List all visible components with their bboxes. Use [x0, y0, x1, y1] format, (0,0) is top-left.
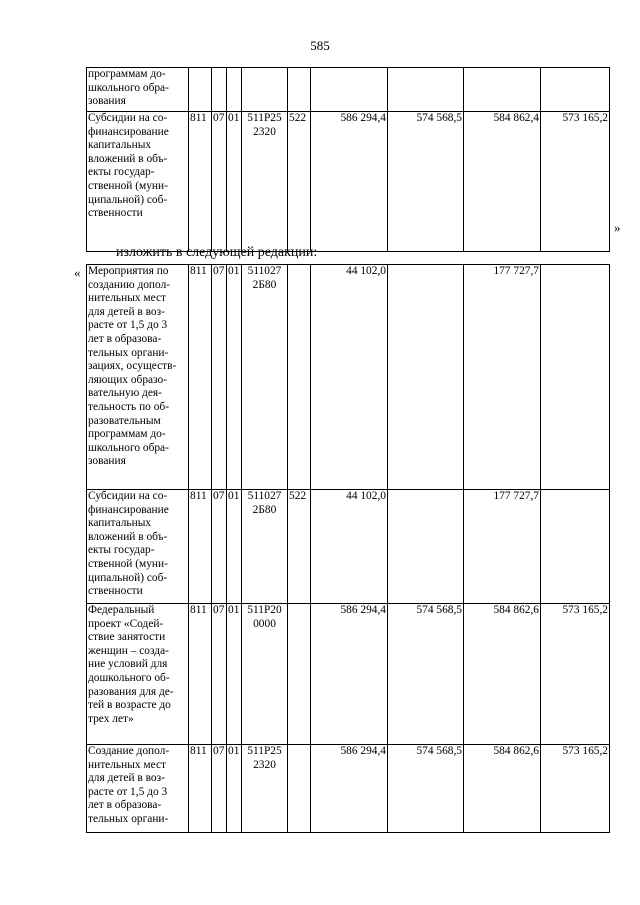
amount-cell-3: 584 862,4	[464, 112, 541, 252]
section-code-cell: 07	[212, 112, 227, 252]
amount-cell-3	[464, 68, 541, 112]
amount-cell-2	[388, 68, 464, 112]
amount-cell-1	[311, 68, 388, 112]
amount-cell-3: 584 862,6	[464, 745, 541, 833]
table-row	[87, 490, 610, 604]
amount-cell-3: 584 862,6	[464, 604, 541, 745]
ministry-code-cell: 811	[189, 745, 212, 833]
name-cell: Создание допол- нительных мест для детей в воз- расте от 1,5 до 3 лет в образова- тельных органи-	[87, 745, 189, 833]
ministry-code-cell: 811	[189, 265, 212, 490]
name-cell: Субсидии на со- финансирование капитальных вложений в объ- екты государ- ственной (муни- ципальной) соб- ственности	[87, 112, 189, 252]
amount-cell-4: 573 165,2	[541, 745, 610, 833]
expense-type-cell	[288, 68, 311, 112]
ministry-code-cell: 811	[189, 604, 212, 745]
amount-cell-2: 574 568,5	[388, 112, 464, 252]
page-number: 585	[310, 38, 330, 53]
ministry-code-cell	[189, 68, 212, 112]
expense-type-cell: 522	[288, 490, 311, 604]
amount-cell-2	[388, 490, 464, 604]
subsection-code-cell	[227, 68, 242, 112]
name-cell: Мероприятия по созданию допол- нительных мест для детей в воз- расте от 1,5 до 3 лет в образова- тельных органи- зациях, осуществ- ляющих образо- вательную дея- тельность по об- разовательным программам до- школьного обра- зования	[87, 265, 189, 490]
budget-table-top	[86, 67, 610, 252]
name-cell: Субсидии на со- финансирование капитальных вложений в объ- екты государ- ственной (муни- ципальной) соб- ственности	[87, 490, 189, 604]
expense-type-cell	[288, 265, 311, 490]
subsection-code-cell: 01	[227, 490, 242, 604]
amount-cell-1: 44 102,0	[311, 490, 388, 604]
expense-type-cell: 522	[288, 112, 311, 252]
target-code-cell: 511027 2Б80	[242, 490, 288, 604]
amount-cell-2: 574 568,5	[388, 745, 464, 833]
closing-quote: »	[614, 220, 621, 235]
ministry-code-cell: 811	[189, 112, 212, 252]
amount-cell-4	[541, 68, 610, 112]
ministry-code-cell: 811	[189, 490, 212, 604]
instruction-text: изложить в следующей редакции:	[116, 245, 318, 260]
amount-cell-4	[541, 490, 610, 604]
target-code-cell: 511027 2Б80	[242, 265, 288, 490]
subsection-code-cell: 01	[227, 112, 242, 252]
amount-cell-3: 177 727,7	[464, 490, 541, 604]
table-row	[87, 68, 610, 112]
table-row	[87, 112, 610, 252]
table-row	[87, 265, 610, 490]
subsection-code-cell: 01	[227, 265, 242, 490]
amount-cell-3: 177 727,7	[464, 265, 541, 490]
subsection-code-cell: 01	[227, 604, 242, 745]
table-bottom-body	[87, 265, 610, 833]
section-code-cell: 07	[212, 490, 227, 604]
table-row	[87, 745, 610, 833]
amount-cell-2: 574 568,5	[388, 604, 464, 745]
name-cell: программам до- школьного обра- зования	[87, 68, 189, 112]
budget-table-bottom	[86, 264, 610, 833]
expense-type-cell	[288, 745, 311, 833]
target-code-cell: 511Р20 0000	[242, 604, 288, 745]
table-top-body	[87, 68, 610, 252]
amount-cell-1: 586 294,4	[311, 745, 388, 833]
subsection-code-cell: 01	[227, 745, 242, 833]
name-cell: Федеральный проект «Содей- ствие занятости женщин – созда- ние условий для дошкольного об- разования для де- тей в возрасте до трех лет»	[87, 604, 189, 745]
amount-cell-4: 573 165,2	[541, 604, 610, 745]
amount-cell-1: 586 294,4	[311, 112, 388, 252]
expense-type-cell	[288, 604, 311, 745]
section-code-cell: 07	[212, 604, 227, 745]
section-code-cell: 07	[212, 265, 227, 490]
section-code-cell: 07	[212, 745, 227, 833]
opening-quote: «	[74, 265, 81, 280]
amount-cell-2	[388, 265, 464, 490]
table-row	[87, 604, 610, 745]
amount-cell-4	[541, 265, 610, 490]
target-code-cell: 511Р25 2320	[242, 745, 288, 833]
section-code-cell	[212, 68, 227, 112]
amount-cell-1: 44 102,0	[311, 265, 388, 490]
amount-cell-4: 573 165,2	[541, 112, 610, 252]
target-code-cell: 511Р25 2320	[242, 112, 288, 252]
amount-cell-1: 586 294,4	[311, 604, 388, 745]
target-code-cell	[242, 68, 288, 112]
